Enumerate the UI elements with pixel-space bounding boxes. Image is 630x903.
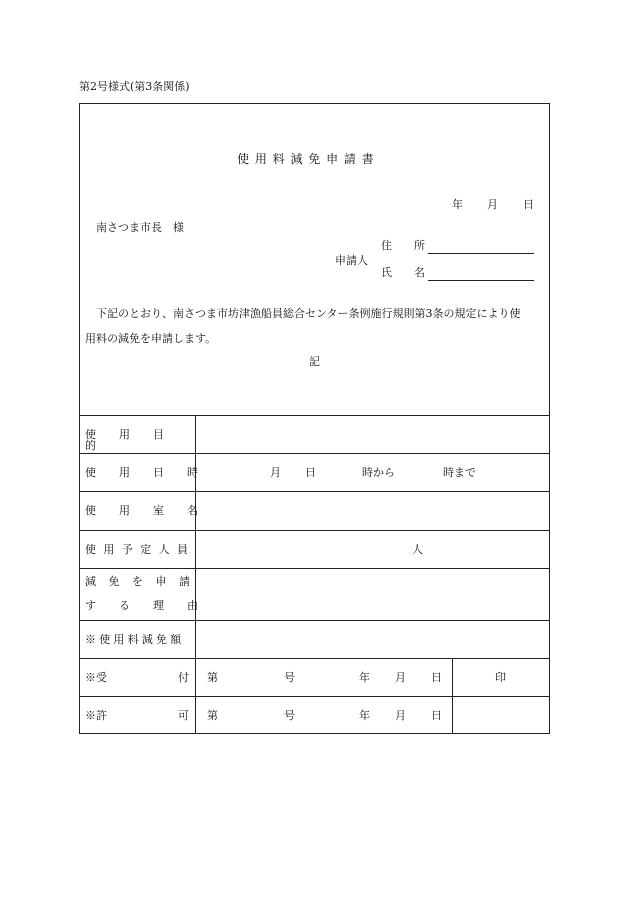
row-divider — [79, 658, 550, 659]
ki-label: 記 — [309, 355, 320, 368]
row-label-people: 使用予定人員 — [85, 543, 196, 556]
form-number-label: 第2号様式(第3条関係) — [79, 80, 190, 93]
purpose-field[interactable] — [197, 417, 549, 452]
permit-year: 年 — [359, 709, 370, 722]
row-label-reason-2: する理由 — [85, 599, 221, 612]
date-day-label: 日 — [523, 198, 534, 211]
row-divider — [79, 568, 550, 569]
row-divider — [79, 491, 550, 492]
address-label: 住 所 — [381, 239, 425, 252]
receipt-dai: 第 — [207, 671, 218, 684]
permit-month: 月 — [395, 709, 406, 722]
applicant-label: 申請人 — [335, 254, 368, 267]
form-title: 使 用 料 減 免 申 請 書 — [237, 152, 375, 166]
permit-dai: 第 — [207, 709, 218, 722]
row-label-purpose — [85, 429, 190, 451]
row-label-receipt-suffix: 付 — [178, 671, 189, 684]
row-label-reason-1: 減免を申請 — [85, 575, 203, 588]
body-text-line-2: 用料の減免を申請します。 — [85, 332, 217, 345]
row-divider — [79, 696, 550, 697]
people-unit: 人 — [412, 543, 423, 556]
row-label-datetime: 使用日時 — [85, 466, 221, 479]
datetime-from: 時から — [362, 466, 395, 479]
receipt-month: 月 — [395, 671, 406, 684]
row-label-room: 使用室名 — [85, 504, 221, 517]
receipt-day: 日 — [431, 671, 442, 684]
row-label-text: 使用目的 — [85, 428, 187, 452]
body-text-line-1: 下記のとおり、南さつま市坊津漁船員総合センター条例施行規則第3条の規定により使 — [96, 307, 521, 320]
seal-label: 印 — [495, 671, 506, 684]
row-divider — [79, 453, 550, 454]
row-label-amount: ※使用料減免額 — [85, 633, 185, 646]
row-divider — [79, 415, 550, 416]
receipt-go: 号 — [284, 671, 295, 684]
room-field[interactable] — [197, 493, 549, 529]
name-field-line[interactable] — [428, 280, 534, 281]
seal-column-divider — [452, 658, 453, 734]
permit-day: 日 — [431, 709, 442, 722]
receipt-year: 年 — [359, 671, 370, 684]
row-label-permit-suffix: 可 — [178, 709, 189, 722]
row-label-permit-prefix: ※許 — [85, 709, 107, 722]
datetime-day: 日 — [305, 466, 316, 479]
date-year-label: 年 — [452, 198, 463, 211]
date-month-label: 月 — [487, 198, 498, 211]
amount-field[interactable] — [197, 622, 549, 657]
permit-go: 号 — [284, 709, 295, 722]
addressee: 南さつま市長 様 — [96, 221, 184, 234]
name-label: 氏 名 — [381, 266, 425, 279]
address-field-line[interactable] — [428, 253, 534, 254]
reason-field[interactable] — [197, 570, 549, 619]
datetime-until: 時まで — [443, 466, 476, 479]
row-label-receipt-prefix: ※受 — [85, 671, 107, 684]
row-divider — [79, 620, 550, 621]
row-divider — [79, 530, 550, 531]
datetime-month: 月 — [270, 466, 281, 479]
